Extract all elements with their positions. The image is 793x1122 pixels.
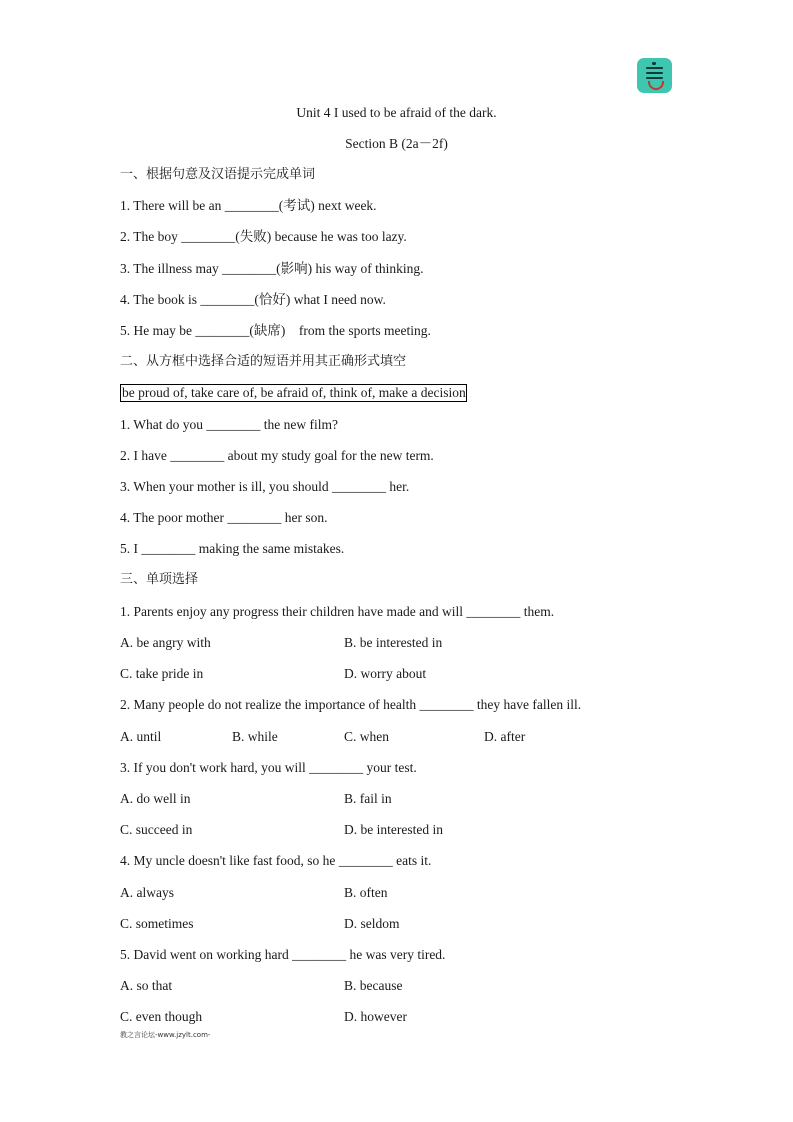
option-d: D. after [484, 729, 526, 744]
option-c: C. take pride in [120, 666, 204, 681]
option-d: D. worry about [344, 666, 427, 681]
option-a: A. so that [120, 978, 173, 993]
option-b: B. fail in [344, 791, 392, 806]
footer-watermark: 教之言论坛-www.jzylt.com- [120, 1031, 211, 1039]
option-a: A. be angry with [120, 635, 211, 650]
option-a: A. do well in [120, 791, 191, 806]
option-d: D. be interested in [344, 822, 443, 837]
question-text: 2. Many people do not realize the importance of health ________ they have fallen ill. [120, 697, 582, 712]
section2-item: 2. I have ________ about my study goal for the new term. [120, 448, 434, 463]
option-c: C. when [344, 729, 389, 744]
section1-item: 1. There will be an ________(考试) next week. [120, 198, 377, 213]
section-subtitle: Section B (2a－2f) [345, 136, 448, 151]
section1-heading: 一、根据句意及汉语提示完成单词 [120, 167, 316, 182]
option-c: C. even though [120, 1009, 203, 1024]
education-logo-icon [637, 58, 672, 93]
option-c: C. succeed in [120, 822, 193, 837]
question-text: 3. If you don't work hard, you will ________ your test. [120, 760, 417, 775]
question-text: 5. David went on working hard ________ he was very tired. [120, 947, 446, 962]
phrase-box: be proud of, take care of, be afraid of, think of, make a decision [122, 385, 466, 400]
section2-item: 4. The poor mother ________ her son. [120, 510, 328, 525]
section1-item: 5. He may be ________(缺席) from the sports meeting. [120, 323, 431, 338]
page-title: Unit 4 I used to be afraid of the dark. [296, 105, 497, 120]
section3-heading: 三、单项选择 [120, 572, 199, 587]
question-text: 1. Parents enjoy any progress their children have made and will ________ them. [120, 604, 555, 619]
section2-heading: 二、从方框中选择合适的短语并用其正确形式填空 [120, 354, 407, 369]
section1-item: 4. The book is ________(恰好) what I need now. [120, 292, 386, 307]
option-b: B. because [344, 978, 403, 993]
section2-item: 5. I ________ making the same mistakes. [120, 541, 345, 556]
option-a: A. always [120, 885, 174, 900]
question-text: 4. My uncle doesn't like fast food, so he ________ eats it. [120, 853, 432, 868]
option-a: A. until [120, 729, 162, 744]
option-d: D. seldom [344, 916, 400, 931]
section2-item: 3. When your mother is ill, you should ________ her. [120, 479, 410, 494]
option-b: B. while [232, 729, 278, 744]
option-b: B. often [344, 885, 388, 900]
option-d: D. however [344, 1009, 407, 1024]
section2-item: 1. What do you ________ the new film? [120, 417, 338, 432]
option-c: C. sometimes [120, 916, 194, 931]
option-b: B. be interested in [344, 635, 443, 650]
section1-item: 3. The illness may ________(影响) his way of thinking. [120, 261, 424, 276]
section1-item: 2. The boy ________(失败) because he was too lazy. [120, 229, 407, 244]
